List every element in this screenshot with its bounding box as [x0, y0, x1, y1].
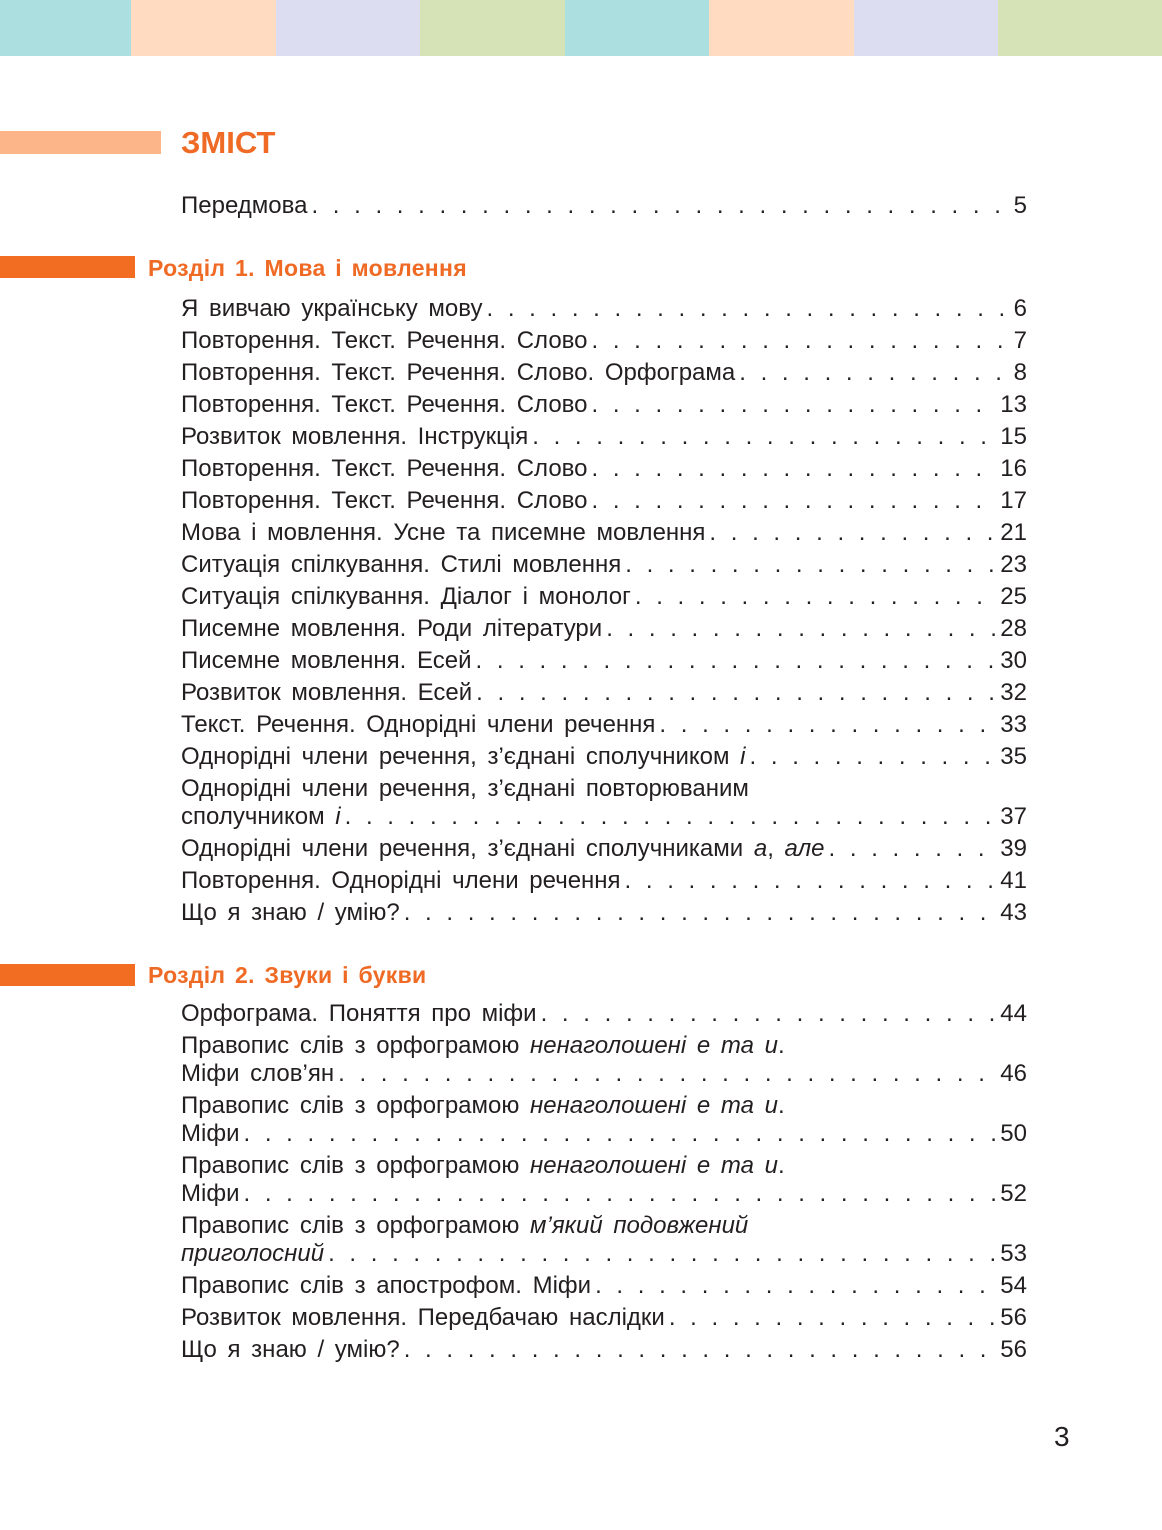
entry-text: Міфи — [181, 1180, 240, 1207]
entry-separator: , — [767, 835, 785, 862]
entry-line — [181, 645, 1027, 677]
entry-line — [181, 801, 1027, 833]
entry-page: 53 — [1000, 1240, 1027, 1267]
entry-line — [181, 1058, 1027, 1090]
entry-text: Повторення. Текст. Речення. Слово — [181, 487, 588, 514]
entry-line — [181, 325, 1027, 357]
dot-leader — [404, 1334, 997, 1366]
dot-leader — [592, 389, 997, 421]
dot-leader — [659, 709, 996, 741]
dot-leader — [625, 549, 996, 581]
dot-leader — [595, 1270, 996, 1302]
entry-text: Правопис слів з апострофом. Міфи — [181, 1272, 592, 1299]
stripe — [709, 0, 854, 56]
entry-text: Повторення. Текст. Речення. Слово — [181, 391, 588, 418]
entry-text: Однорідні члени речення, з’єднані сполучником — [181, 743, 730, 770]
entry-line — [181, 709, 1027, 741]
stripe — [131, 0, 276, 56]
entry-text: Міфи слов’ян — [181, 1060, 335, 1087]
entry-page: 56 — [1000, 1336, 1027, 1363]
entry-page: 5 — [1013, 192, 1027, 219]
entry-line — [181, 549, 1027, 581]
entry-label — [181, 357, 735, 389]
toc-entry[interactable] — [181, 190, 1027, 222]
entry-label — [181, 453, 588, 485]
toc-entry[interactable] — [181, 1150, 1027, 1210]
entry-label — [181, 998, 537, 1030]
entry-text: Писемне мовлення. Роди літератури — [181, 615, 603, 642]
entry-line — [181, 741, 1027, 773]
stripe — [0, 0, 131, 56]
dot-leader — [541, 998, 997, 1030]
toc-entry[interactable] — [181, 833, 1027, 865]
entry-text: Однорідні члени речення, з’єднані повторюваним — [181, 775, 749, 802]
entry-text: Що я знаю / умію? — [181, 1336, 400, 1363]
entry-page: 54 — [1000, 1272, 1027, 1299]
entry-label — [181, 709, 655, 741]
section-1-entries — [181, 293, 1027, 929]
entry-label — [181, 421, 528, 453]
entry-text: Розвиток мовлення. Інструкція — [181, 423, 529, 450]
entry-label — [181, 897, 400, 929]
entry-line — [181, 865, 1027, 897]
entry-text: Орфограма. Поняття про міфи — [181, 1000, 537, 1027]
dot-leader — [592, 485, 997, 517]
entry-line — [181, 421, 1027, 453]
title-accent-bar — [0, 131, 161, 154]
entry-line — [181, 833, 1027, 865]
entry-text: Правопис слів з орфограмою — [181, 1212, 520, 1239]
entry-page: 39 — [1000, 835, 1027, 862]
entry-text-italic: але — [784, 835, 825, 862]
dot-leader — [709, 517, 996, 549]
entry-text: Повторення. Текст. Речення. Слово. Орфограма — [181, 359, 736, 386]
toc-entry[interactable] — [181, 293, 1027, 325]
dot-leader — [311, 190, 1009, 222]
dot-leader — [606, 613, 996, 645]
toc-entry[interactable] — [181, 897, 1027, 929]
dot-leader — [486, 293, 1009, 325]
entry-text-italic: і — [335, 803, 341, 830]
entry-page: 43 — [1000, 899, 1027, 926]
entry-page: 25 — [1000, 583, 1027, 610]
dot-leader — [476, 645, 997, 677]
entry-page: 7 — [1013, 327, 1027, 354]
entry-label — [181, 485, 588, 517]
entry-label — [181, 613, 602, 645]
entry-line — [181, 389, 1027, 421]
entry-line — [181, 897, 1027, 929]
toc-entry[interactable] — [181, 1302, 1027, 1334]
entry-page: 15 — [1000, 423, 1027, 450]
toc-intro — [181, 190, 1027, 222]
entry-text-end: . — [778, 1092, 785, 1119]
entry-line — [181, 1334, 1027, 1366]
entry-text: Повторення. Однорідні члени речення — [181, 867, 621, 894]
entry-text: Ситуація спілкування. Діалог і монолог — [181, 583, 631, 610]
entry-line — [181, 1270, 1027, 1302]
stripe — [565, 0, 709, 56]
entry-page: 50 — [1000, 1120, 1027, 1147]
toc-entry[interactable] — [181, 517, 1027, 549]
dot-leader — [345, 801, 997, 833]
section-1-accent-bar — [0, 256, 135, 278]
entry-text-line1 — [181, 1090, 1027, 1118]
entry-page: 30 — [1000, 647, 1027, 674]
entry-text: Ситуація спілкування. Стилі мовлення — [181, 551, 622, 578]
dot-leader — [243, 1118, 996, 1150]
entry-label — [181, 833, 825, 865]
entry-line — [181, 357, 1027, 389]
entry-text-line1 — [181, 1150, 1027, 1178]
entry-text: Розвиток мовлення. Передбачаю наслідки — [181, 1304, 665, 1331]
entry-line — [181, 1178, 1027, 1210]
section-2-entries — [181, 998, 1027, 1366]
entry-label — [181, 865, 621, 897]
entry-page: 46 — [1000, 1060, 1027, 1087]
entry-text-line1 — [181, 773, 1027, 801]
dot-leader — [592, 453, 997, 485]
dot-leader — [669, 1302, 996, 1334]
entry-text: Правопис слів з орфограмою — [181, 1092, 520, 1119]
entry-page: 6 — [1013, 295, 1027, 322]
dot-leader — [739, 357, 1009, 389]
entry-text-italic: ненаголошені е та и — [530, 1152, 778, 1179]
entry-text-italic: ненаголошені е та и — [530, 1092, 778, 1119]
dot-leader — [404, 897, 997, 929]
entry-text-end: . — [778, 1032, 785, 1059]
dot-leader — [243, 1178, 996, 1210]
entry-line — [181, 293, 1027, 325]
entry-line — [181, 613, 1027, 645]
entry-page: 32 — [1000, 679, 1027, 706]
toc-entry[interactable] — [181, 1334, 1027, 1366]
entry-label — [181, 1178, 239, 1210]
stripe — [998, 0, 1162, 56]
dot-leader — [750, 741, 997, 773]
entry-label — [181, 1058, 334, 1090]
page-title: ЗМІСТ — [181, 125, 276, 160]
entry-text-italic: м’який подовжений — [530, 1212, 749, 1239]
toc-entry[interactable] — [181, 645, 1027, 677]
entry-line — [181, 485, 1027, 517]
toc-entry[interactable] — [181, 1270, 1027, 1302]
stripe — [420, 0, 565, 56]
entry-page: 33 — [1000, 711, 1027, 738]
entry-page: 35 — [1000, 743, 1027, 770]
dot-leader — [476, 677, 996, 709]
toc-entry[interactable] — [181, 485, 1027, 517]
entry-label — [181, 293, 482, 325]
entry-text-italic: ненаголошені е та и — [530, 1032, 778, 1059]
toc-entry[interactable] — [181, 613, 1027, 645]
toc-entry[interactable] — [181, 741, 1027, 773]
section-2-heading: Розділ 2. Звуки і букви — [148, 962, 427, 988]
toc-entry[interactable] — [181, 549, 1027, 581]
toc-entry[interactable] — [181, 581, 1027, 613]
entry-page: 28 — [1000, 615, 1027, 642]
entry-page: 13 — [1000, 391, 1027, 418]
entry-label — [181, 549, 621, 581]
entry-text: сполучником — [181, 803, 325, 830]
dot-leader — [338, 1058, 996, 1090]
entry-text: Що я знаю / умію? — [181, 899, 400, 926]
entry-label — [181, 389, 588, 421]
dot-leader — [532, 421, 996, 453]
entry-text: Повторення. Текст. Речення. Слово — [181, 455, 588, 482]
entry-label — [181, 741, 746, 773]
entry-line — [181, 998, 1027, 1030]
entry-text: Міфи — [181, 1120, 240, 1147]
entry-text: Передмова — [181, 192, 308, 219]
entry-page: 8 — [1013, 359, 1027, 386]
toc-entry[interactable] — [181, 1030, 1027, 1090]
entry-label — [181, 645, 472, 677]
entry-text-italic: а — [753, 835, 768, 862]
stripe — [276, 0, 420, 56]
stripe — [854, 0, 998, 56]
entry-line — [181, 677, 1027, 709]
page-number: 3 — [1054, 1421, 1070, 1452]
toc-entry[interactable] — [181, 998, 1027, 1030]
entry-page: 23 — [1000, 551, 1027, 578]
entry-label — [181, 325, 588, 357]
dot-leader — [592, 325, 1010, 357]
entry-text-italic: приголосний — [181, 1240, 325, 1267]
entry-page: 52 — [1000, 1180, 1027, 1207]
entry-label — [181, 677, 472, 709]
entry-line — [181, 1302, 1027, 1334]
toc-entry[interactable] — [181, 453, 1027, 485]
toc-entry[interactable] — [181, 357, 1027, 389]
entry-line — [181, 517, 1027, 549]
entry-label — [181, 517, 705, 549]
entry-text: Правопис слів з орфограмою — [181, 1032, 520, 1059]
entry-page: 37 — [1000, 803, 1027, 830]
entry-label — [181, 1118, 239, 1150]
entry-label — [181, 1270, 591, 1302]
dot-leader — [328, 1238, 996, 1270]
toc-entry[interactable] — [181, 421, 1027, 453]
entry-label — [181, 581, 631, 613]
entry-line — [181, 1238, 1027, 1270]
entry-text: Повторення. Текст. Речення. Слово — [181, 327, 588, 354]
entry-text: Розвиток мовлення. Есей — [181, 679, 473, 706]
entry-line — [181, 453, 1027, 485]
entry-page: 41 — [1000, 867, 1027, 894]
entry-text: Правопис слів з орфограмою — [181, 1152, 520, 1179]
entry-label — [181, 1302, 665, 1334]
entry-text-italic: і — [740, 743, 746, 770]
entry-page: 21 — [1000, 519, 1027, 546]
dot-leader — [625, 865, 997, 897]
entry-text-end: . — [778, 1152, 785, 1179]
entry-text: Я вивчаю українську мову — [181, 295, 483, 322]
entry-text: Мова і мовлення. Усне та писемне мовлення — [181, 519, 706, 546]
entry-text-line1 — [181, 1210, 1027, 1238]
section-1-heading: Розділ 1. Мова і мовлення — [148, 255, 467, 281]
dot-leader — [829, 833, 997, 865]
entry-page: 16 — [1000, 455, 1027, 482]
toc-entry[interactable] — [181, 1210, 1027, 1270]
toc-entry[interactable] — [181, 1090, 1027, 1150]
entry-line — [181, 581, 1027, 613]
header-color-stripes — [0, 0, 1162, 56]
toc-entry[interactable] — [181, 773, 1027, 833]
entry-page: 56 — [1000, 1304, 1027, 1331]
entry-page: 17 — [1000, 487, 1027, 514]
entry-text: Текст. Речення. Однорідні члени речення — [181, 711, 656, 738]
toc-entry[interactable] — [181, 325, 1027, 357]
toc-entry[interactable] — [181, 865, 1027, 897]
section-2-accent-bar — [0, 964, 135, 986]
entry-text: Писемне мовлення. Есей — [181, 647, 472, 674]
toc-entry[interactable] — [181, 709, 1027, 741]
toc-entry[interactable] — [181, 389, 1027, 421]
entry-text: Однорідні члени речення, з’єднані сполучниками — [181, 835, 744, 862]
entry-label — [181, 1238, 324, 1270]
entry-label — [181, 1334, 400, 1366]
entry-page: 44 — [1000, 1000, 1027, 1027]
toc-entry[interactable] — [181, 677, 1027, 709]
entry-line — [181, 1118, 1027, 1150]
entry-label — [181, 801, 341, 833]
entry-text-line1 — [181, 1030, 1027, 1058]
dot-leader — [635, 581, 996, 613]
